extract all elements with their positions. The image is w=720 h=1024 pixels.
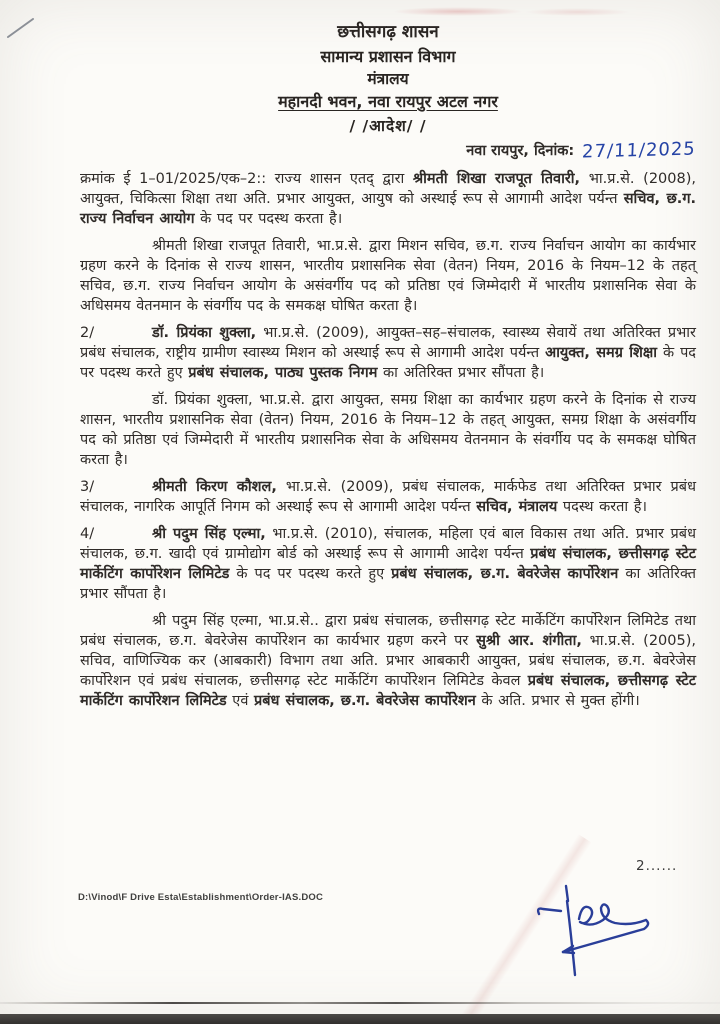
place-and-date-label: नवा रायपुर, दिनांक: xyxy=(466,143,575,159)
letterhead xyxy=(80,20,696,138)
order-title: / /आदेश/ / xyxy=(349,117,427,135)
file-path: D:\Vinod\F Drive Esta\Establishment\Order-IAS.DOC xyxy=(78,892,324,903)
text-run: का अतिरिक्त प्रभार सौंपता है। xyxy=(377,365,545,381)
text-run: प्रबंध संचालक, पाठ्य पुस्तक निगम xyxy=(188,365,378,381)
text-run: का अतिरिक्त प्रभार सौंपता है। xyxy=(80,566,697,602)
handwritten-date: 27/11/2025 xyxy=(581,138,697,163)
paragraph-number: 4/ xyxy=(80,526,95,542)
text-run: प्रबंध संचालक, छ.ग. बेवरेजेस कार्पोरेशन xyxy=(254,693,476,709)
text-run: भा.प्र.से. (2005), सचिव, वाणिज्यिक कर (आबकारी) विभाग तथा अति. प्रभार आबकारी आयुक्त, प्रबंध संचालक, छ.ग. बेवरेजेस कार्पोरेशन एवं प्रबंध संचालक, छत्तीसगढ़ स्टेट मार्केटिंग कार्पोरेशन लिमिटेड केवल xyxy=(80,633,696,689)
government-name: छत्तीसगढ़ शासन xyxy=(337,22,439,42)
text-run: भा.प्र.से. (2009), प्रबंध संचालक, मार्कफेड तथा अतिरिक्त प्रभार प्रबंध संचालक, नागरिक आपूर्ति निगम को अस्थाई रूप से आगामी आदेश पर्यन्त xyxy=(80,479,696,515)
text-run: श्रीमती शिखा राजपूत तिवारी, xyxy=(412,171,581,187)
text-run: के पद पर पदस्थ करते हुए xyxy=(80,345,697,381)
paragraph xyxy=(80,169,696,229)
text-run: के पद पर पदस्थ करता है। xyxy=(194,211,343,227)
text-run: सचिव, छ.ग. राज्य निर्वाचन आयोग xyxy=(80,191,696,227)
office-name: मंत्रालय xyxy=(367,70,409,88)
text-run: प्रबंध संचालक, छत्तीसगढ़ स्टेट मार्केटिंग कार्पोरेशन लिमिटेड xyxy=(80,673,697,709)
text-run: श्री पदुम सिंह एल्मा, भा.प्र.से.. द्वारा प्रबंध संचालक, छत्तीसगढ़ स्टेट मार्केटिंग कार्पोरेशन लिमिटेड तथा प्रबंध संचालक, छ.ग. बेवरेजेस कार्पोरेशन का कार्यभार ग्रहण करने पर xyxy=(80,613,696,649)
paragraph xyxy=(80,323,696,383)
address-line: महानदी भवन, नवा रायपुर अटल नगर xyxy=(278,92,498,111)
text-run: भा.प्र.से. (2010), संचालक, महिला एवं बाल विकास तथा अति. प्रभार प्रबंध संचालक, छ.ग. खादी एवं ग्रामोद्योग बोर्ड को अस्थाई रूप से आगामी आदेश पर्यन्त xyxy=(80,526,696,562)
scan-fold-line xyxy=(0,1002,720,1004)
text-run: सचिव, मंत्रालय xyxy=(476,499,558,515)
text-run: भा.प्र.से. (2008), आयुक्त, चिकित्सा शिक्षा तथा अति. प्रभार आयुक्त, आयुष को अस्थाई रूप से आगामी आदेश पर्यन्त xyxy=(80,171,696,207)
scan-smudge xyxy=(525,8,630,16)
text-run: एवं xyxy=(226,693,254,709)
text-run: श्रीमती शिखा राजपूत तिवारी, भा.प्र.से. द्वारा मिशन सचिव, छ.ग. राज्य निर्वाचन आयोग का कार्यभार ग्रहण करने के दिनांक से राज्य शासन, भारतीय प्रशासनिक सेवा (वेतन) नियम, 2016 के नियम–12 के तहत् सचिव, छ.ग. राज्य निर्वाचन आयोग के असंवर्गीय पद को प्रतिष्ठा एवं जिम्मेदारी में भारतीय प्रशासनिक सेवा के अधिसमय वेतनमान के संवर्गीय पद के समकक्ष घोषित करता है। xyxy=(80,238,696,314)
paragraph xyxy=(80,390,696,470)
text-run: श्री पदुम सिंह एल्मा, xyxy=(152,526,266,542)
scan-smudge xyxy=(393,7,523,16)
scan-bottom-edge xyxy=(0,1014,720,1024)
paragraph xyxy=(80,477,696,517)
text-run: के पद पर पदस्थ करते हुए xyxy=(229,566,392,582)
text-run: प्रबंध संचालक, छत्तीसगढ़ स्टेट मार्केटिंग कार्पोरेशन लिमिटेड xyxy=(80,546,696,582)
text-run: पदस्थ करता है। xyxy=(557,499,647,515)
continuation-page-marker: 2...... xyxy=(636,858,678,874)
text-run: श्रीमती किरण कौशल, xyxy=(152,479,277,495)
text-run: सुश्री आर. शंगीता, xyxy=(476,633,582,649)
pencil-check-mark xyxy=(6,16,38,40)
text-run: आयुक्त, समग्र शिक्षा xyxy=(545,345,658,361)
paragraph xyxy=(80,524,696,604)
text-run: डॉ. प्रियंका शुक्ला, xyxy=(152,325,257,341)
paragraph xyxy=(80,236,696,316)
text-run: के अति. प्रभार से मुक्त होंगी। xyxy=(475,693,640,709)
paragraph-number: 3/ xyxy=(80,479,95,495)
paragraph xyxy=(80,611,696,711)
text-run: प्रबंध संचालक, छ.ग. बेवरेजेस कार्पोरेशन xyxy=(391,566,619,582)
date-line xyxy=(80,140,696,162)
text-run: भा.प्र.से. (2009), आयुक्त–सह–संचालक, स्वास्थ्य सेवायें तथा अतिरिक्त प्रभार प्रबंध संचालक, राष्ट्रीय ग्रामीण स्वास्थ्य मिशन को अस्थाई रूप से आगामी आदेश पर्यन्त xyxy=(80,325,696,361)
text-run: डॉ. प्रियंका शुक्ला, भा.प्र.से. द्वारा आयुक्त, समग्र शिक्षा का कार्यभार ग्रहण करने के दिनांक से राज्य शासन, भारतीय प्रशासनिक सेवा (वेतन) नियम, 2016 के नियम–12 के तहत् आयुक्त, समग्र शिक्षा के असंवर्गीय पद को प्रतिष्ठा एवं जिम्मेदारी में भारतीय प्रशासनिक सेवा के अधिसमय वेतनमान के संवर्गीय पद के समकक्ष घोषित करता है। xyxy=(80,392,696,468)
paragraph-number: 2/ xyxy=(80,325,95,341)
department-name: सामान्य प्रशासन विभाग xyxy=(320,47,456,66)
document-content xyxy=(80,20,696,718)
document-body xyxy=(80,169,696,711)
text-run: क्रमांक ई 1–01/2025/एक–2:: राज्य शासन एतद् द्वारा xyxy=(80,171,413,187)
